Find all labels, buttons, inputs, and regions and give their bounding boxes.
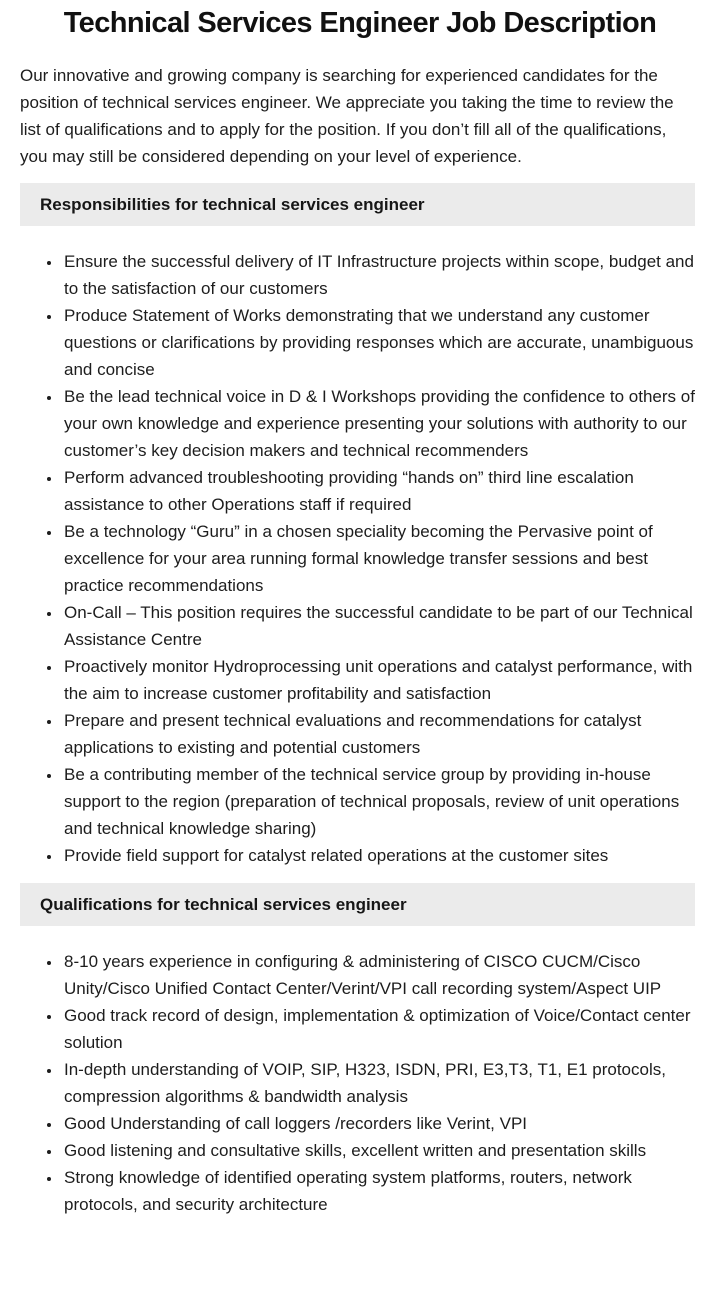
section-bar-qualifications	[20, 883, 695, 926]
responsibilities-heading: Responsibilities for technical services engineer	[40, 194, 425, 214]
list-item: • Produce Statement of Works demonstrating that we understand any customer questions or clarifications by providing responses which are accurate, unambiguous and concise	[62, 302, 700, 383]
list-item: • Good listening and consultative skills, excellent written and presentation skills	[62, 1137, 700, 1164]
list-item: • Be a technology “Guru” in a chosen speciality becoming the Pervasive point of excellence for your area running formal knowledge transfer sessions and best practice recommendations	[62, 518, 700, 599]
qualifications-heading: Qualifications for technical services engineer	[40, 894, 407, 914]
qualifications-list	[20, 948, 700, 1218]
list-item: • Perform advanced troubleshooting providing “hands on” third line escalation assistance to other Operations staff if required	[62, 464, 700, 518]
section-bar-responsibilities	[20, 183, 695, 226]
list-item: • 8-10 years experience in configuring & administering of CISCO CUCM/Cisco Unity/Cisco Unified Contact Center/Verint/VPI call recording system/Aspect UIP	[62, 948, 700, 1002]
list-item: • Strong knowledge of identified operating system platforms, routers, network protocols, and security architecture	[62, 1164, 700, 1218]
page-title: Technical Services Engineer Job Description	[63, 7, 657, 39]
responsibilities-list	[20, 248, 700, 869]
list-item: • Prepare and present technical evaluations and recommendations for catalyst applications to existing and potential customers	[62, 707, 700, 761]
list-item: • Be a contributing member of the technical service group by providing in-house support to the region (preparation of technical proposals, review of unit operations and technical knowledge sharing)	[62, 761, 700, 842]
list-item: • On-Call – This position requires the successful candidate to be part of our Technical Assistance Centre	[62, 599, 700, 653]
list-item: • Proactively monitor Hydroprocessing unit operations and catalyst performance, with the aim to increase customer profitability and satisfaction	[62, 653, 700, 707]
intro-paragraph: Our innovative and growing company is searching for experienced candidates for the position of technical services engineer. We appreciate you taking the time to review the list of qualifications and to apply for the position. If you don’t fill all of the qualifications, you may still be considered depending on your level of experience.	[20, 66, 674, 166]
list-item: • Good Understanding of call loggers /recorders like Verint, VPI	[62, 1110, 700, 1137]
list-item: • Provide field support for catalyst related operations at the customer sites	[62, 842, 700, 869]
list-item: • Be the lead technical voice in D & I Workshops providing the confidence to others of your own knowledge and experience presenting your solutions with authority to our customer’s key decision makers and technical recommenders	[62, 383, 700, 464]
list-item: • Ensure the successful delivery of IT Infrastructure projects within scope, budget and to the satisfaction of our customers	[62, 248, 700, 302]
list-item: • Good track record of design, implementation & optimization of Voice/Contact center solution	[62, 1002, 700, 1056]
list-item: • In-depth understanding of VOIP, SIP, H323, ISDN, PRI, E3,T3, T1, E1 protocols, compression algorithms & bandwidth analysis	[62, 1056, 700, 1110]
